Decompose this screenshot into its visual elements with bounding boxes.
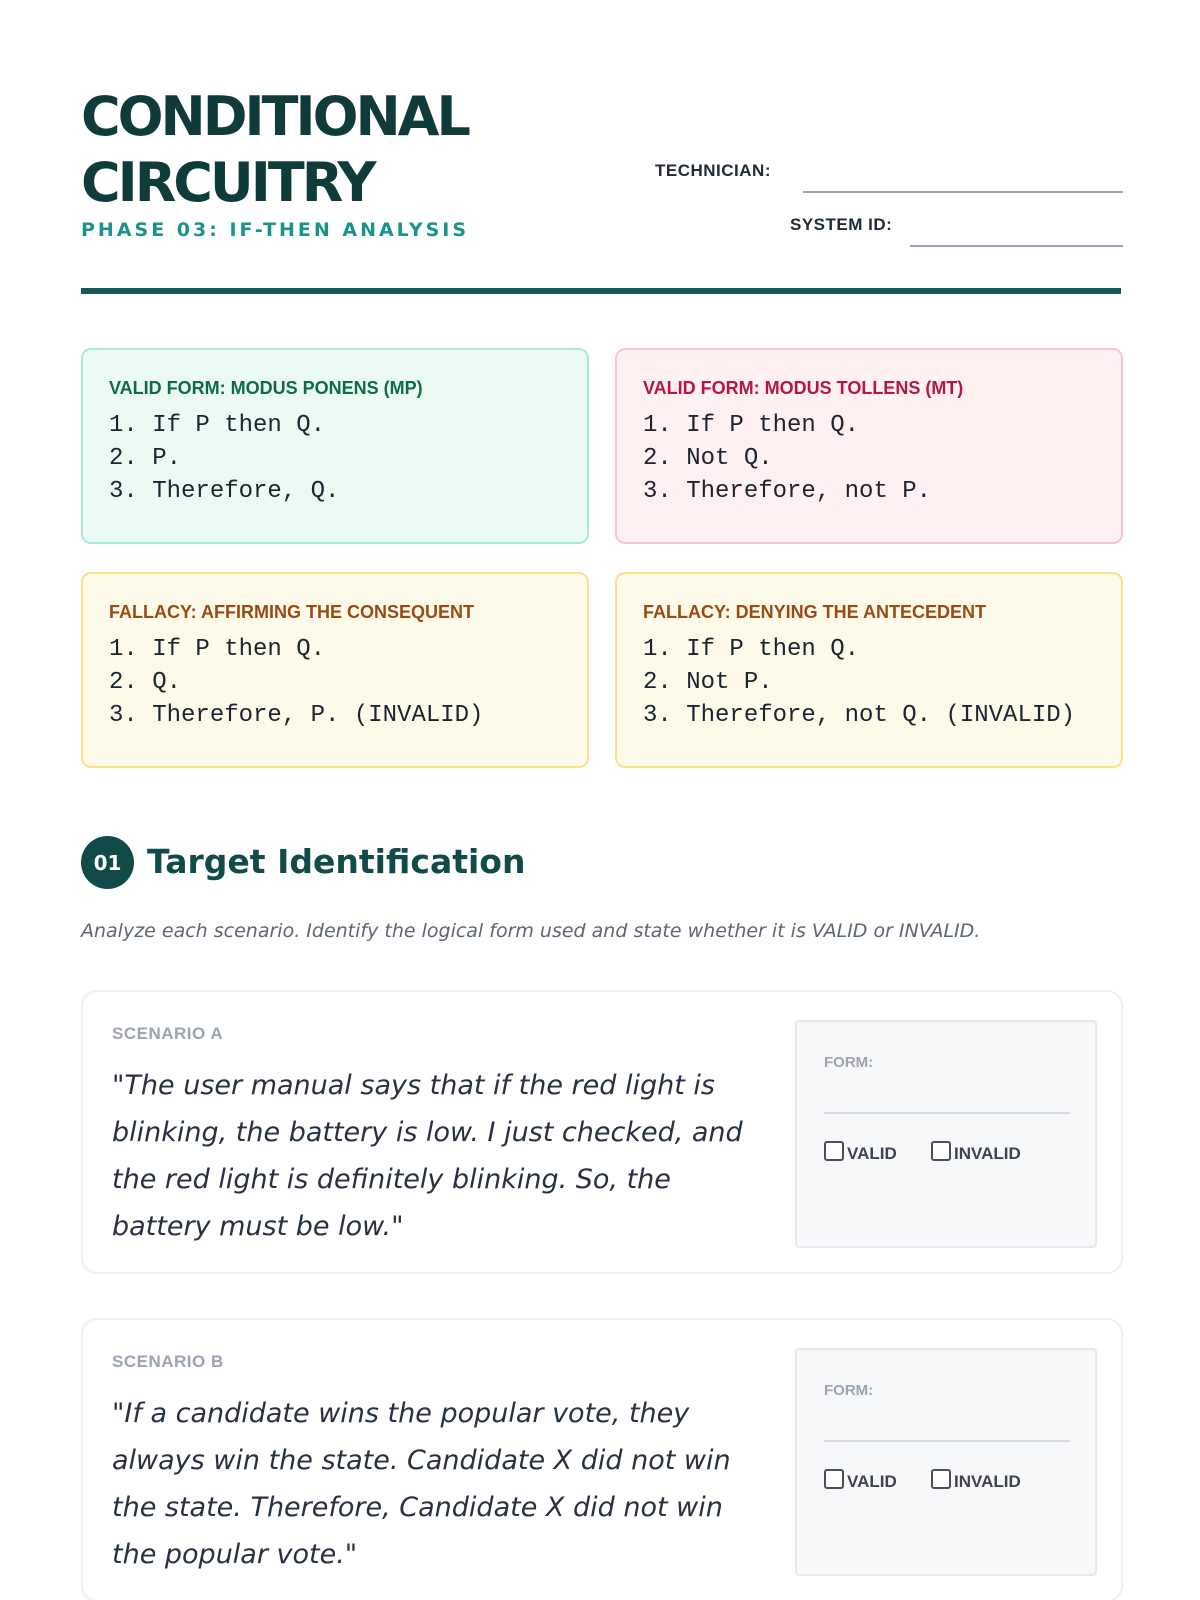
valid-checkbox-label: VALID bbox=[847, 1472, 897, 1491]
worksheet-title bbox=[81, 84, 468, 216]
section-number-badge: 01 bbox=[81, 836, 134, 889]
system-id-label: SYSTEM ID: bbox=[790, 215, 893, 234]
technician-input-line[interactable] bbox=[803, 191, 1123, 193]
reference-line: 2. P. bbox=[109, 445, 182, 472]
invalid-checkbox-option[interactable] bbox=[931, 1466, 1021, 1492]
valid-checkbox-label: VALID bbox=[847, 1144, 897, 1163]
scenario-card-a bbox=[81, 990, 1123, 1274]
header-divider bbox=[81, 288, 1121, 294]
reference-line: 3. Therefore, not P. bbox=[643, 478, 932, 505]
valid-checkbox[interactable] bbox=[824, 1141, 844, 1161]
section-instructions: Analyze each scenario. Identify the logical form used and state whether it is VALID or INVALID. bbox=[81, 920, 981, 942]
form-label: FORM: bbox=[824, 1054, 874, 1071]
title-line-1: CONDITIONAL bbox=[81, 85, 468, 148]
reference-line: 2. Not P. bbox=[643, 669, 773, 696]
technician-label: TECHNICIAN: bbox=[655, 161, 771, 180]
reference-line: 2. Q. bbox=[109, 669, 182, 696]
reference-box-modus-tollens bbox=[615, 348, 1123, 544]
reference-box-title: FALLACY: DENYING THE ANTECEDENT bbox=[643, 602, 987, 622]
reference-line: 3. Therefore, not Q. (INVALID) bbox=[643, 702, 1076, 729]
technician-field bbox=[655, 161, 771, 181]
scenario-label: SCENARIO A bbox=[112, 1024, 224, 1043]
answer-panel bbox=[795, 1020, 1097, 1248]
invalid-checkbox-label: INVALID bbox=[954, 1472, 1021, 1491]
invalid-checkbox-option[interactable] bbox=[931, 1138, 1021, 1164]
worksheet-subtitle: PHASE 03: IF-THEN ANALYSIS bbox=[81, 219, 470, 241]
invalid-checkbox[interactable] bbox=[931, 1141, 951, 1161]
system-id-input-line[interactable] bbox=[910, 245, 1123, 247]
form-input-line[interactable] bbox=[824, 1112, 1070, 1114]
reference-line: 2. Not Q. bbox=[643, 445, 773, 472]
reference-box-title: VALID FORM: MODUS PONENS (MP) bbox=[109, 378, 423, 398]
reference-box-denying-antecedent bbox=[615, 572, 1123, 768]
scenario-card-b bbox=[81, 1318, 1123, 1600]
reference-line: 1. If P then Q. bbox=[109, 636, 326, 663]
section-title: Target Identification bbox=[147, 842, 526, 881]
reference-box-modus-ponens bbox=[81, 348, 589, 544]
reference-box-title: FALLACY: AFFIRMING THE CONSEQUENT bbox=[109, 602, 474, 622]
answer-panel bbox=[795, 1348, 1097, 1576]
reference-line: 3. Therefore, P. (INVALID) bbox=[109, 702, 484, 729]
system-id-field bbox=[790, 215, 892, 235]
scenario-text: "If a candidate wins the popular vote, they always win the state. Candidate X did not win the state. Therefore, Candidate X did not win the popular vote." bbox=[112, 1398, 731, 1570]
form-input-line[interactable] bbox=[824, 1440, 1070, 1442]
reference-box-affirming-consequent bbox=[81, 572, 589, 768]
reference-line: 1. If P then Q. bbox=[643, 636, 860, 663]
valid-checkbox-option[interactable] bbox=[824, 1466, 897, 1492]
invalid-checkbox-label: INVALID bbox=[954, 1144, 1021, 1163]
reference-box-title: VALID FORM: MODUS TOLLENS (MT) bbox=[643, 378, 964, 398]
reference-line: 1. If P then Q. bbox=[109, 412, 326, 439]
reference-line: 3. Therefore, Q. bbox=[109, 478, 340, 505]
title-line-2: CIRCUITRY bbox=[81, 151, 374, 214]
valid-checkbox-option[interactable] bbox=[824, 1138, 897, 1164]
valid-checkbox[interactable] bbox=[824, 1469, 844, 1489]
scenario-text: "The user manual says that if the red light is blinking, the battery is low. I just checked, and the red light is definitely blinking. So, the battery must be low." bbox=[112, 1070, 743, 1242]
invalid-checkbox[interactable] bbox=[931, 1469, 951, 1489]
reference-line: 1. If P then Q. bbox=[643, 412, 860, 439]
form-label: FORM: bbox=[824, 1382, 874, 1399]
scenario-label: SCENARIO B bbox=[112, 1352, 224, 1371]
